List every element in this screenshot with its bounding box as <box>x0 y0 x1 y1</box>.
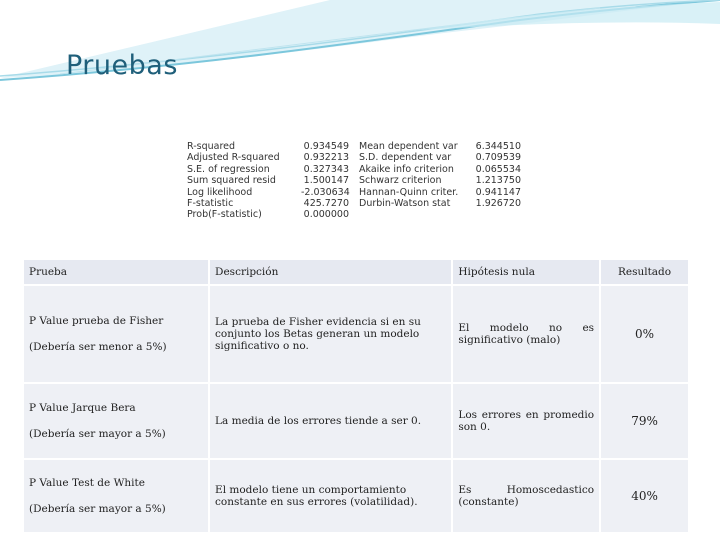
stats-labels <box>187 141 305 221</box>
regression-stats-panel <box>183 135 550 222</box>
stats-values <box>301 141 349 221</box>
stat-label: S.D. dependent var <box>359 152 452 164</box>
test-note: (Debería ser mayor a 5%) <box>29 428 166 440</box>
cell-resultado: 40% <box>601 460 688 532</box>
stats-labels-2 <box>359 141 469 209</box>
stat-label: S.E. of regression <box>187 163 270 175</box>
cell-hipotesis: El modelo no es significativo (malo) <box>453 286 599 382</box>
stat-value: -2.030634 <box>301 186 350 198</box>
header-resultado: Resultado <box>601 260 688 284</box>
tests-table <box>22 258 690 534</box>
header-hipotesis: Hipótesis nula <box>453 260 599 284</box>
stat-value: 425.7270 <box>303 198 349 210</box>
page-title: Pruebas <box>66 50 178 81</box>
cell-prueba <box>24 286 208 382</box>
header-descripcion: Descripción <box>210 260 451 284</box>
stat-value: 1.213750 <box>475 175 521 187</box>
test-note: (Debería ser mayor a 5%) <box>29 503 166 515</box>
table-row <box>24 286 688 382</box>
stat-label: Log likelihood <box>187 186 253 198</box>
cell-resultado: 0% <box>601 286 688 382</box>
stat-label: R-squared <box>187 141 236 152</box>
cell-descripcion: La prueba de Fisher evidencia si en su conjunto los Betas generan un modelo significativo o no. <box>210 286 451 382</box>
cell-resultado: 79% <box>601 384 688 458</box>
stat-value: 0.065534 <box>475 163 521 175</box>
stat-label: Sum squared resid <box>187 175 276 187</box>
cell-descripcion: El modelo tiene un comportamiento constante en sus errores (volatilidad). <box>210 460 451 532</box>
stat-label: Hannan-Quinn criter. <box>359 186 459 198</box>
stat-value: 1.926720 <box>475 198 521 210</box>
stat-label: Prob(F-statistic) <box>187 209 262 221</box>
stat-label: Schwarz criterion <box>359 175 442 187</box>
stat-value: 0.934549 <box>303 141 349 152</box>
cell-hipotesis: Los errores en promedio son 0. <box>453 384 599 458</box>
stat-value: 0.000000 <box>303 209 349 221</box>
test-name: P Value Test de White <box>29 477 145 489</box>
test-name: P Value Jarque Bera <box>29 402 136 414</box>
cell-prueba <box>24 460 208 532</box>
stat-value: 6.344510 <box>475 141 521 152</box>
test-name: P Value prueba de Fisher <box>29 315 164 327</box>
table-header-row <box>24 260 688 284</box>
stat-value: 0.327343 <box>303 163 349 175</box>
table-row <box>24 460 688 532</box>
stat-value: 1.500147 <box>303 175 349 187</box>
stat-label: Mean dependent var <box>359 141 458 152</box>
test-note: (Debería ser menor a 5%) <box>29 341 167 353</box>
stats-values-2 <box>475 141 521 209</box>
stat-label: Adjusted R-squared <box>187 152 280 164</box>
table-row <box>24 384 688 458</box>
stat-label: F-statistic <box>187 198 234 210</box>
cell-hipotesis: Es Homoscedastico (constante) <box>453 460 599 532</box>
stat-value: 0.941147 <box>475 186 521 198</box>
header-prueba: Prueba <box>24 260 208 284</box>
stat-label: Akaike info criterion <box>359 163 454 175</box>
stat-label: Durbin-Watson stat <box>359 198 451 210</box>
cell-descripcion: La media de los errores tiende a ser 0. <box>210 384 451 458</box>
stat-value: 0.932213 <box>303 152 349 164</box>
stat-value: 0.709539 <box>475 152 521 164</box>
cell-prueba <box>24 384 208 458</box>
